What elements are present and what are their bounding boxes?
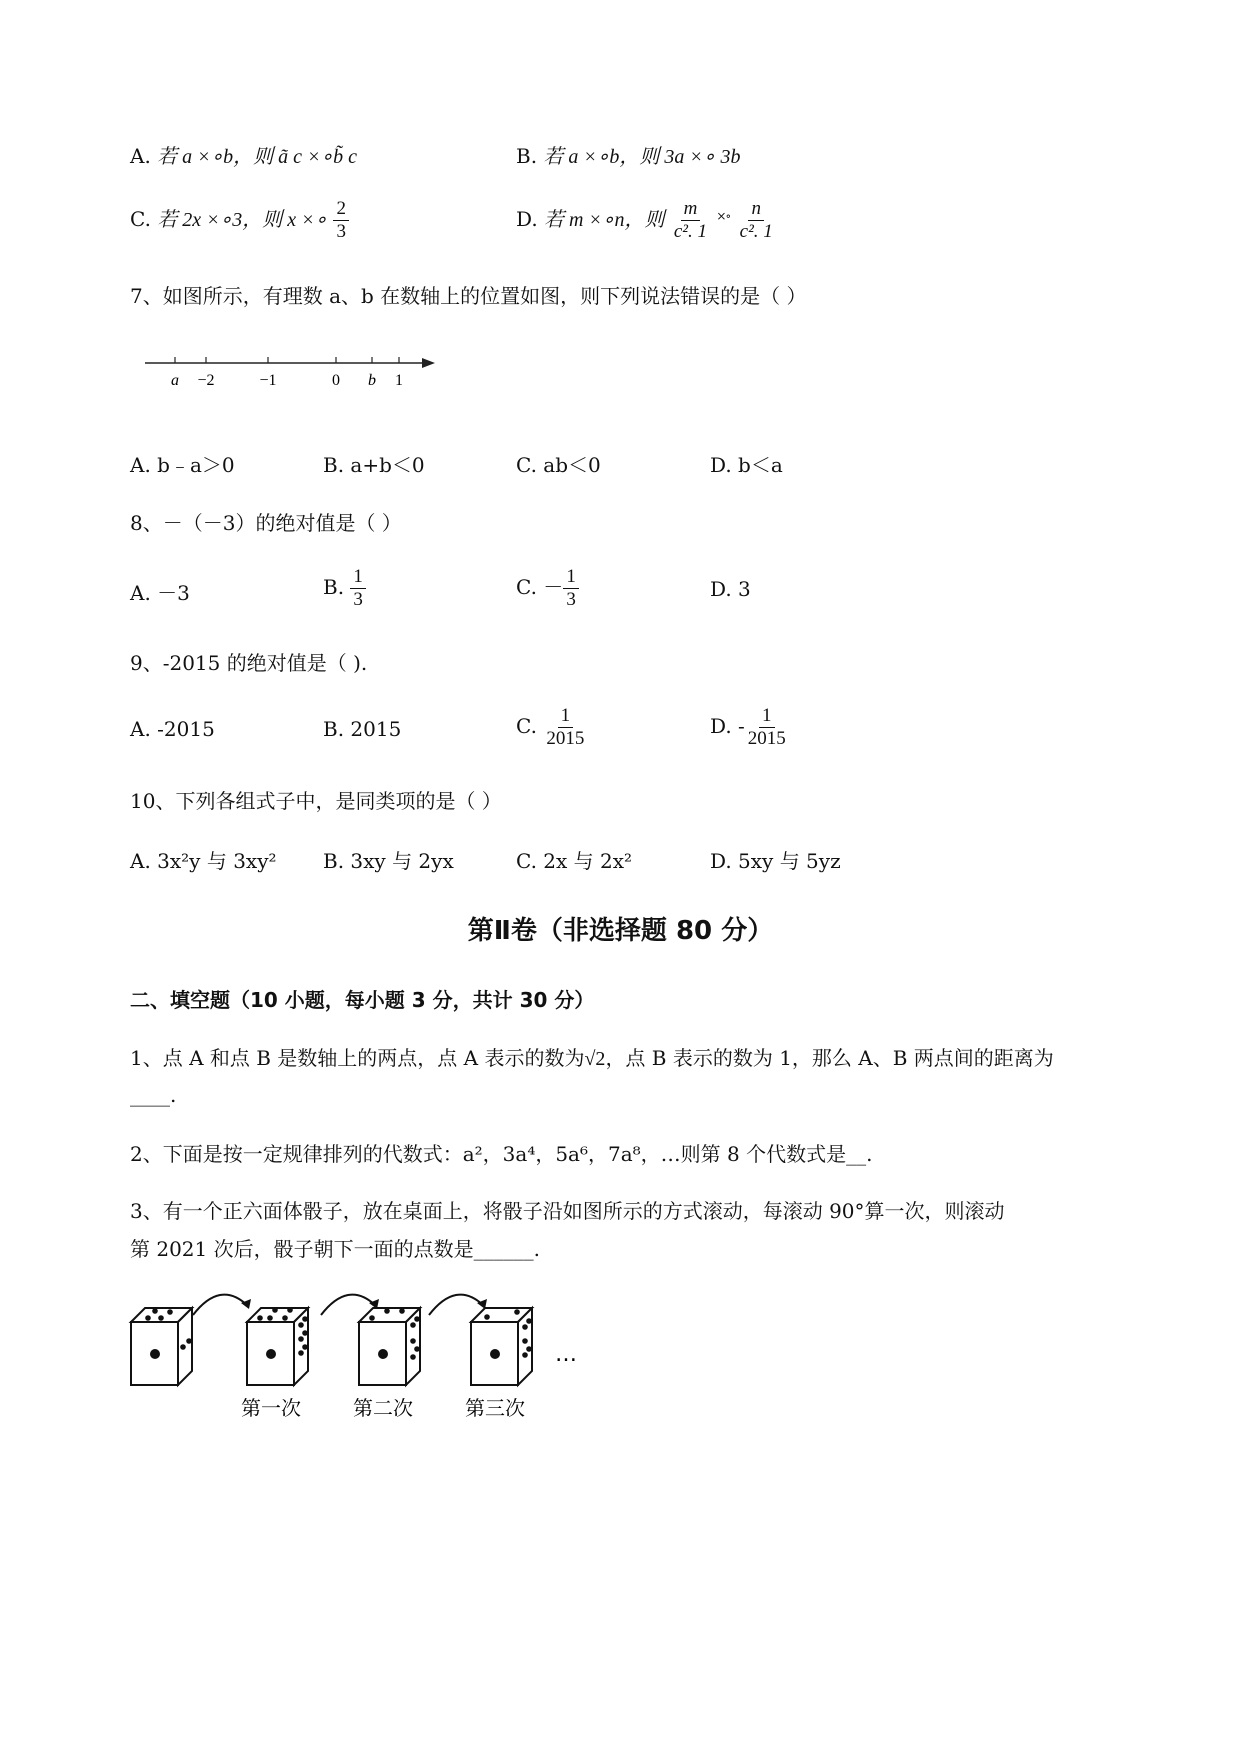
roll-arrow-icon	[193, 1295, 247, 1315]
q6-option-c	[130, 198, 349, 243]
die-icon-second-roll	[359, 1308, 420, 1385]
fraction-denominator: 3	[336, 221, 346, 242]
fraction-denominator: 3	[566, 589, 576, 610]
axis-label-one: 1	[395, 372, 403, 389]
fraction-numerator: 1	[759, 705, 775, 728]
fraction-denominator: 3	[353, 589, 363, 610]
fill-q2: 2、下面是按一定规律排列的代数式：a²，3a⁴，5a⁶，7a⁸，…则第 8 个代数式是__.	[130, 1142, 873, 1166]
q7-stem: 7、如图所示，有理数 a、b 在数轴上的位置如图，则下列说法错误的是（ ）	[130, 284, 807, 308]
q8-option-b-label: B.	[323, 575, 345, 599]
die-icon-first-roll	[247, 1307, 308, 1385]
q8-option-c-fraction	[563, 566, 579, 611]
q9-option-c	[516, 705, 587, 750]
fraction-denominator: 2015	[747, 728, 786, 749]
fraction-numerator: 1	[350, 566, 366, 589]
q10-option-a: A. 3x²y 与 3xy²	[130, 849, 277, 873]
q9-option-a: A. -2015	[130, 717, 215, 741]
fraction-numerator: 2	[333, 198, 349, 221]
arrow-right-icon	[422, 358, 435, 368]
q9-option-d-label: D. -	[710, 714, 745, 738]
q9-option-d	[710, 705, 789, 750]
fraction-numerator: n	[748, 198, 764, 221]
axis-label-neg1: −1	[259, 372, 277, 389]
dice-label-third: 第三次	[465, 1396, 525, 1420]
q6-option-d-pre: 若 m ×∘n，则	[544, 209, 665, 231]
q7-option-b: B. a+b＜0	[323, 453, 425, 477]
q8-option-c	[516, 566, 579, 611]
fraction-denominator: c². 1	[673, 221, 708, 242]
q6-option-c-label: C.	[130, 207, 151, 231]
q9-option-c-fraction	[543, 705, 587, 750]
die-icon-third-roll	[471, 1308, 532, 1385]
sqrt-two: √2	[584, 1048, 606, 1070]
dice-label-first: 第一次	[241, 1396, 301, 1420]
q10-option-b: B. 3xy 与 2yx	[323, 849, 454, 873]
axis-label-zero: 0	[332, 372, 340, 389]
q6-option-c-fraction	[333, 198, 349, 243]
fill-q1-line1	[130, 1042, 1054, 1071]
q6-option-d	[516, 198, 776, 243]
q7-option-a: A. b﹣a＞0	[130, 453, 235, 477]
q6-option-b	[516, 140, 740, 169]
axis-label-a: a	[171, 372, 179, 389]
dice-ellipsis: …	[555, 1342, 577, 1367]
q10-option-c: C. 2x 与 2x²	[516, 849, 633, 873]
fill-q1-line2: ____.	[130, 1083, 177, 1107]
q6-option-d-fraction-2	[737, 198, 776, 243]
dice-rolling-figure	[125, 1285, 595, 1425]
q8-stem: 8、－（－3）的绝对值是（ ）	[130, 511, 402, 535]
q6-option-d-symbol: ×∘	[716, 209, 731, 223]
die-icon-initial	[131, 1308, 192, 1385]
q6-option-c-pre: 若 2x ×∘3，则 x ×∘	[157, 209, 328, 231]
q9-stem: 9、-2015 的绝对值是（ ).	[130, 651, 368, 675]
q6-option-b-text: 若 a ×∘b，则 3a ×∘ 3b	[543, 146, 741, 168]
q6-option-a-label: A.	[130, 144, 151, 168]
number-line-figure	[140, 345, 440, 395]
q6-option-d-fraction-1	[671, 198, 710, 243]
q8-option-b	[323, 566, 366, 611]
q8-option-d: D. 3	[710, 577, 751, 601]
q9-option-c-label: C.	[516, 714, 537, 738]
q7-option-d: D. b＜a	[710, 453, 783, 477]
fraction-numerator: 1	[558, 705, 574, 728]
q6-option-b-label: B.	[516, 144, 538, 168]
q10-stem: 10、下列各组式子中，是同类项的是（ ）	[130, 789, 502, 813]
axis-label-b: b	[368, 372, 376, 389]
q8-option-c-label: C. －	[516, 575, 564, 599]
q8-option-b-fraction	[350, 566, 366, 611]
fill-q3-line1: 3、有一个正六面体骰子，放在桌面上，将骰子沿如图所示的方式滚动，每滚动 90°算一次，则滚动	[130, 1199, 1005, 1223]
fill-q3-line2: 第 2021 次后，骰子朝下一面的点数是______.	[130, 1237, 540, 1261]
axis-label-neg2: −2	[197, 372, 215, 389]
q6-option-a-text: 若 a ×∘b，则 ã c ×∘b̃ c	[157, 146, 357, 168]
q8-option-a: A. －3	[130, 581, 190, 605]
q7-option-c: C. ab＜0	[516, 453, 601, 477]
fraction-numerator: 1	[563, 566, 579, 589]
q9-option-b: B. 2015	[323, 717, 402, 741]
q9-option-d-fraction	[745, 705, 789, 750]
roll-arrow-icon	[429, 1295, 483, 1315]
fill-q1-text-a: 1、点 A 和点 B 是数轴上的两点，点 A 表示的数为	[130, 1046, 585, 1070]
fraction-numerator: m	[681, 198, 701, 221]
fraction-denominator: c². 1	[739, 221, 773, 242]
part2-title: 第Ⅱ卷（非选择题 80 分）	[467, 916, 774, 946]
q10-option-d: D. 5xy 与 5yz	[710, 849, 841, 873]
fill-q1-text-b: ，点 B 表示的数为 1，那么 A、B 两点间的距离为	[605, 1046, 1054, 1070]
fraction-denominator: 2015	[546, 728, 585, 749]
q6-option-d-label: D.	[516, 207, 538, 231]
roll-arrow-icon	[321, 1295, 375, 1315]
q6-option-a	[130, 140, 357, 169]
dice-label-second: 第二次	[353, 1396, 413, 1420]
fill-blank-section-heading: 二、填空题（10 小题，每小题 3 分，共计 30 分）	[130, 988, 595, 1012]
